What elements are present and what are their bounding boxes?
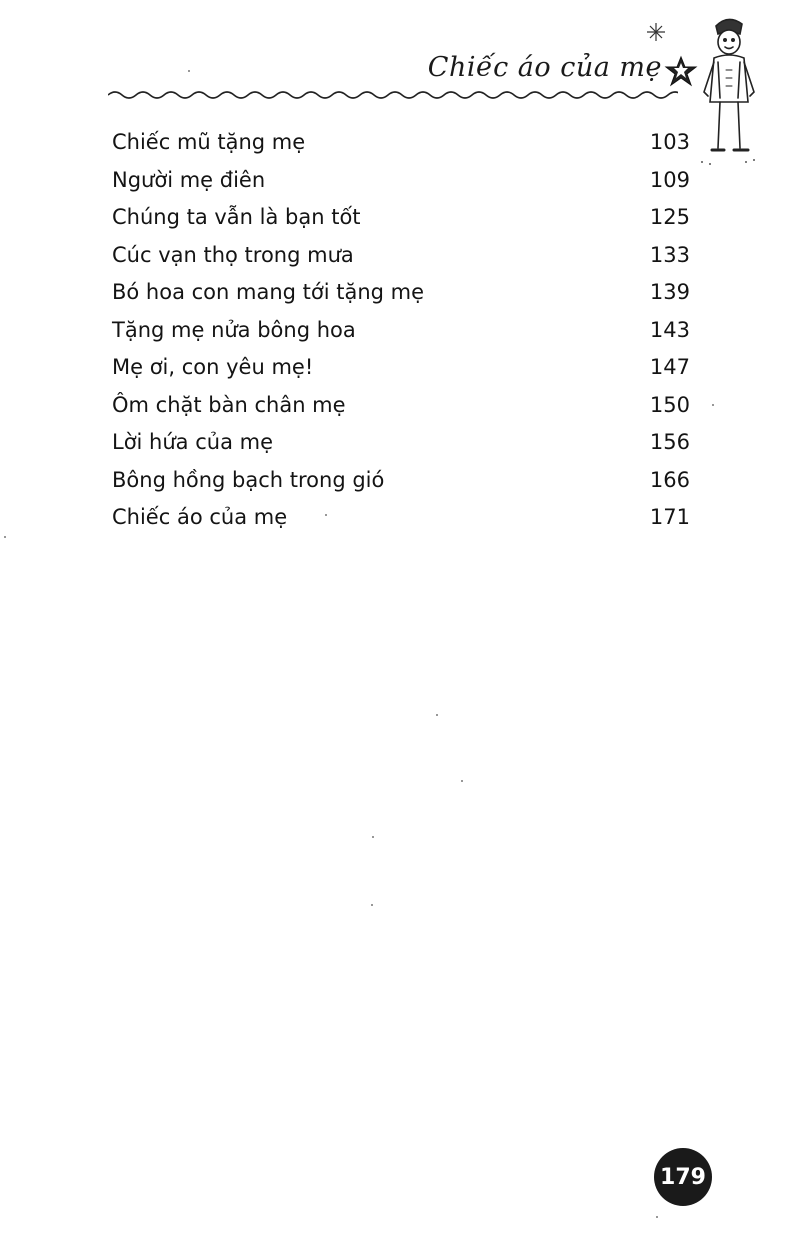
page-number-badge: 179 [654, 1148, 712, 1206]
print-speck [325, 514, 327, 516]
toc-entry[interactable] [112, 312, 690, 350]
toc-entry-title: Chúng ta vẫn là bạn tốt [112, 205, 361, 229]
toc-entry[interactable] [112, 424, 690, 462]
toc-entry-page: 103 [649, 130, 690, 154]
sparkle-icon [644, 20, 668, 44]
toc-entry[interactable] [112, 199, 690, 237]
toc-entry-title: Ôm chặt bàn chân mẹ [112, 392, 346, 417]
toc-entry-page: 109 [649, 167, 690, 192]
print-speck [461, 780, 463, 782]
toc-entry[interactable] [112, 349, 690, 387]
print-speck [188, 70, 190, 72]
wavy-divider [108, 88, 678, 102]
print-speck [4, 536, 6, 538]
toc-entry-title: Mẹ ơi, con yêu mẹ! [112, 355, 314, 379]
print-speck [436, 714, 438, 716]
toc-entry[interactable] [112, 162, 690, 200]
star-icon [664, 54, 698, 88]
print-speck [371, 904, 373, 906]
print-speck [656, 1216, 658, 1218]
toc-entry[interactable] [112, 124, 690, 162]
table-of-contents [112, 124, 690, 537]
toc-entry-title: Lời hứa của mẹ [112, 430, 273, 454]
toc-entry[interactable] [112, 237, 690, 275]
toc-entry-page: 171 [649, 505, 690, 529]
toc-entry-page: 150 [649, 392, 690, 417]
toc-entry-title: Bó hoa con mang tới tặng mẹ [112, 280, 425, 304]
toc-entry-page: 125 [649, 205, 690, 229]
toc-entry-title: Chiếc mũ tặng mẹ [112, 130, 306, 154]
toc-entry-title: Chiếc áo của mẹ [112, 505, 288, 529]
child-figure-icon [696, 12, 760, 168]
toc-entry-title: Tặng mẹ nửa bông hoa [112, 317, 356, 342]
print-speck [712, 404, 714, 406]
toc-entry-title: Bông hồng bạch trong gió [112, 467, 385, 492]
toc-entry[interactable] [112, 274, 690, 312]
toc-entry-page: 139 [649, 280, 690, 304]
toc-entry[interactable] [112, 499, 690, 537]
toc-entry[interactable] [112, 387, 690, 425]
toc-entry-title: Cúc vạn thọ trong mưa [112, 242, 354, 267]
toc-entry[interactable] [112, 462, 690, 500]
toc-entry-page: 156 [649, 430, 690, 454]
toc-entry-page: 143 [649, 317, 690, 342]
toc-entry-page: 133 [649, 242, 690, 267]
toc-entry-page: 166 [649, 467, 690, 492]
toc-entry-page: 147 [649, 355, 690, 379]
toc-entry-title: Người mẹ điên [112, 167, 266, 192]
running-header-title: Chiếc áo của mẹ [427, 52, 662, 83]
print-speck [372, 836, 374, 838]
